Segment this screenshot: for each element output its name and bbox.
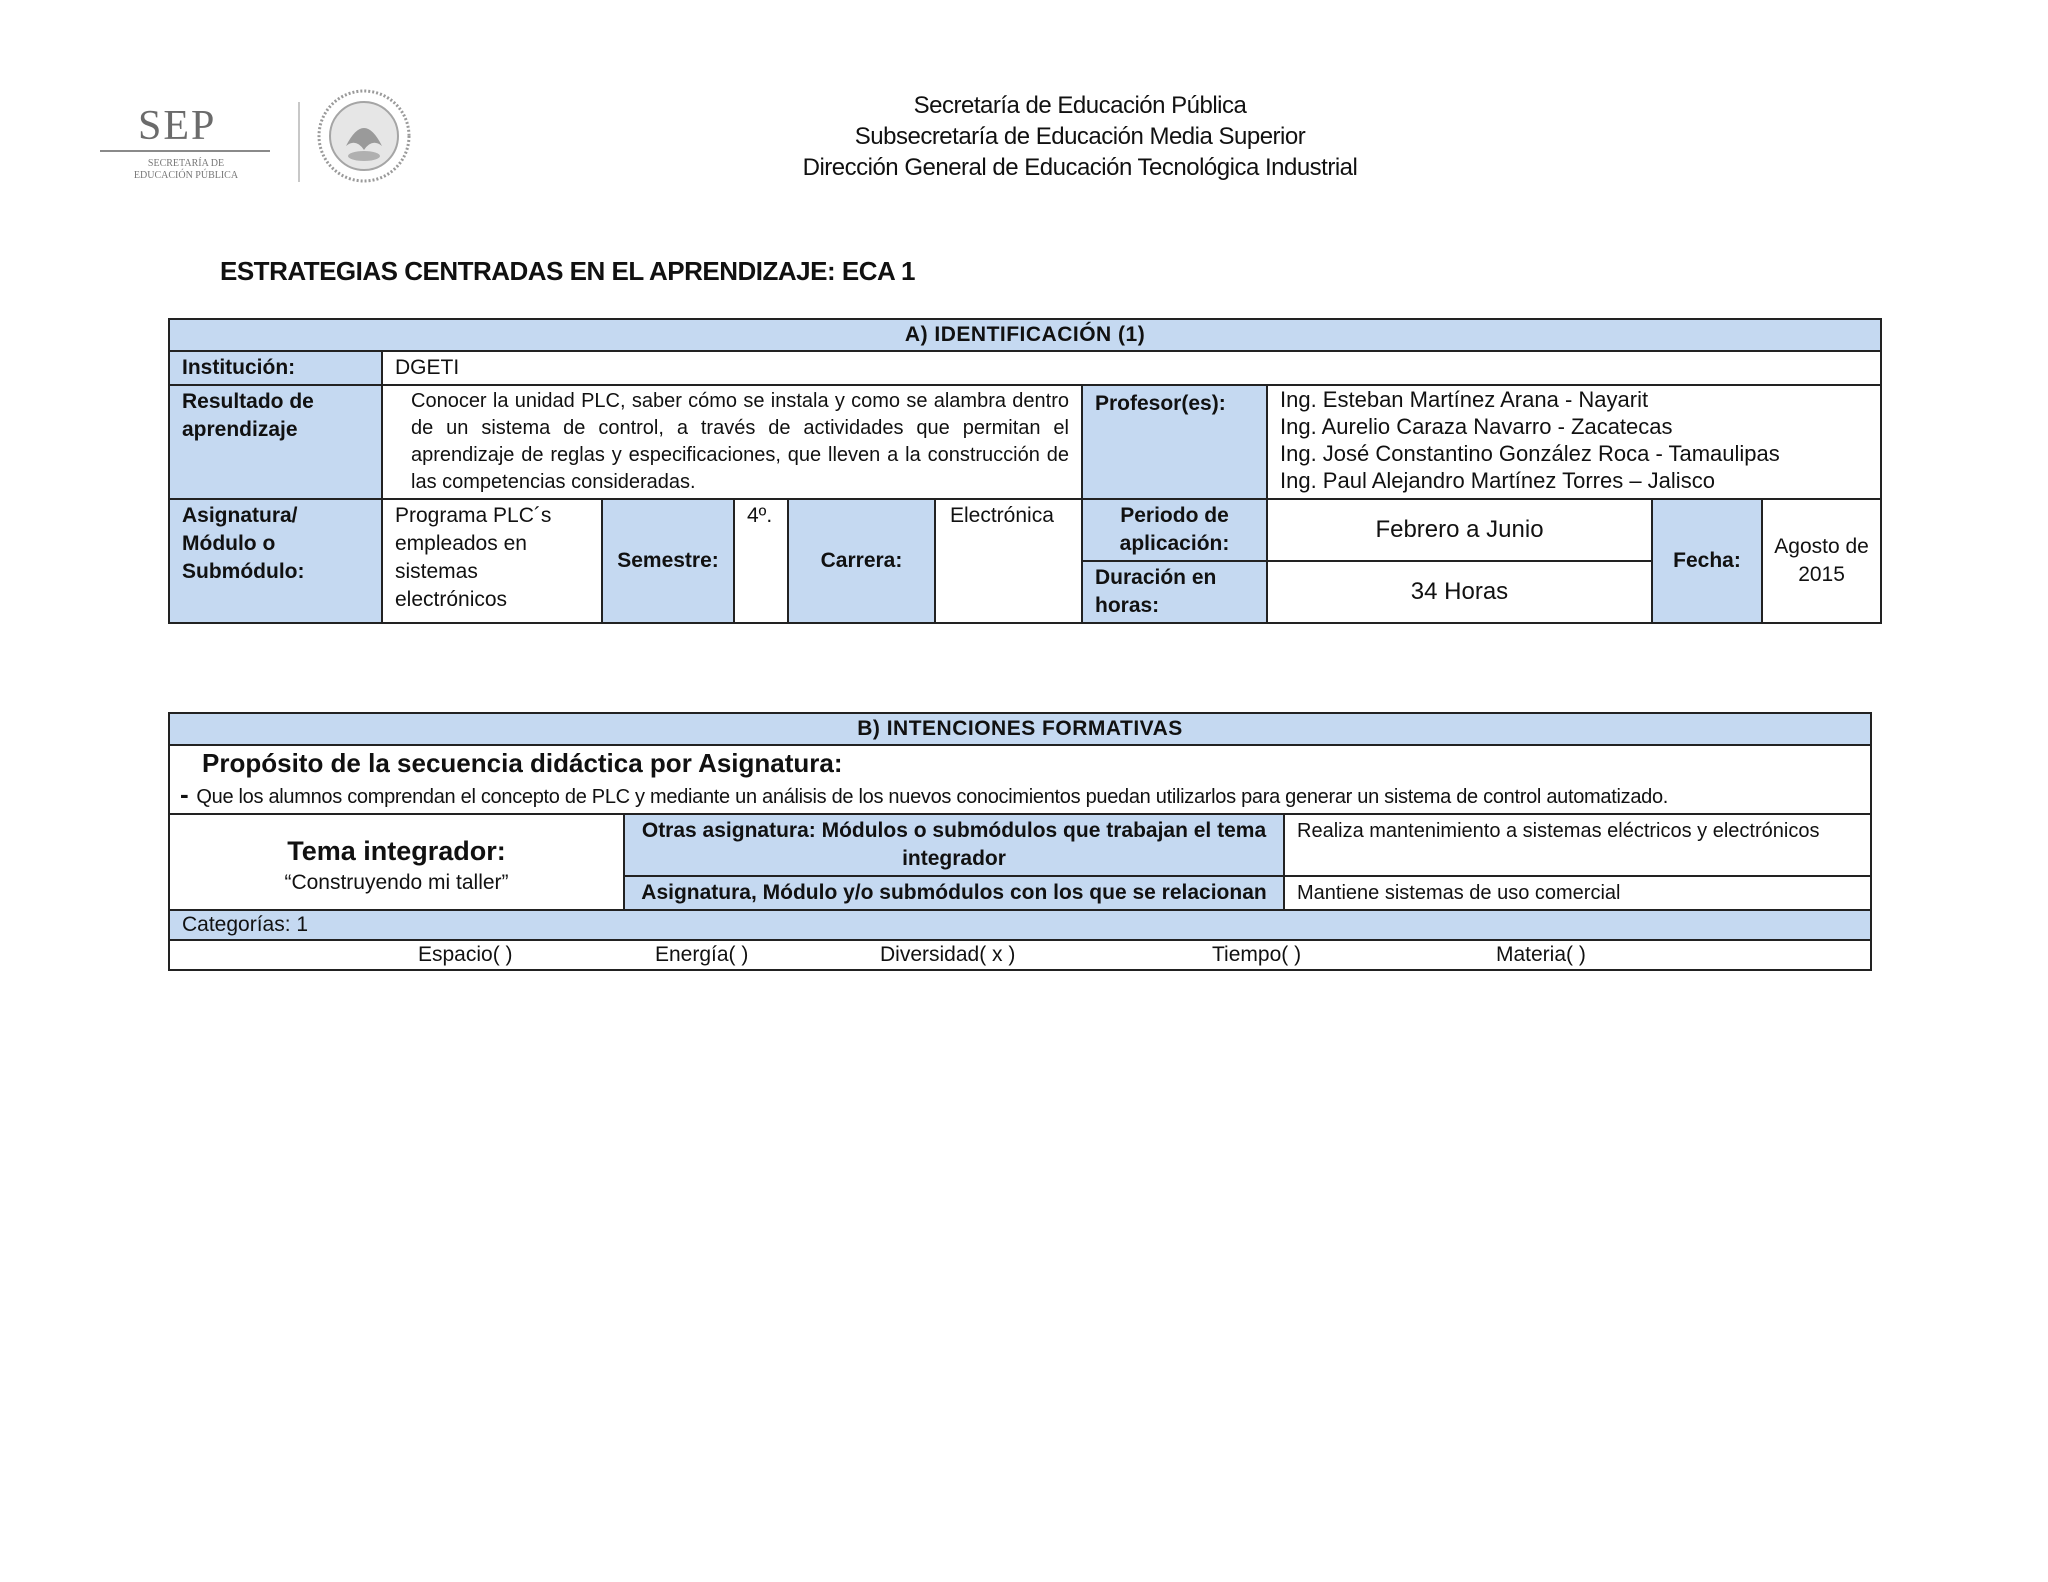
- resultado-value: Conocer la unidad PLC, saber cómo se instala y como se alambra dentro de un sistema de control, a través de actividades que permitan el aprendizaje de reglas y especificaciones, que lleven a la construcción de las competencias consideradas.: [382, 385, 1082, 499]
- sep-logo-text: SEP: [138, 103, 217, 149]
- categoria-tiempo: Tiempo( ): [1212, 943, 1302, 966]
- institution-line-1: Secretaría de Educación Pública: [913, 92, 1247, 119]
- fecha-value: Agosto de 2015: [1762, 499, 1881, 623]
- duracion-label: Duración en horas:: [1082, 561, 1267, 623]
- relacion-value: Mantiene sistemas de uso comercial: [1284, 876, 1871, 910]
- institucion-value: DGETI: [382, 351, 1881, 385]
- sep-logo-subtitle-1: SECRETARÍA DE: [147, 158, 225, 169]
- sep-logo: [98, 88, 418, 198]
- resultado-label: Resultado de aprendizaje: [169, 385, 382, 499]
- categoria-materia: Materia( ): [1496, 943, 1586, 966]
- logo-divider: [298, 102, 300, 182]
- otras-label: Otras asignatura: Módulos o submódulos que trabajan el tema integrador: [624, 814, 1284, 876]
- profesores-list: [1267, 385, 1881, 499]
- periodo-label: Periodo de aplicación:: [1082, 499, 1267, 561]
- categoria-diversidad: Diversidad( x ): [880, 943, 1016, 966]
- identification-table: [168, 318, 1882, 624]
- categorias-label: Categorías: 1: [169, 910, 1871, 940]
- document-title: ESTRATEGIAS CENTRADAS EN EL APRENDIZAJE: ECA 1: [220, 256, 915, 286]
- carrera-value: Electrónica: [935, 499, 1082, 623]
- categoria-espacio: Espacio( ): [418, 943, 513, 966]
- sep-logo-subtitle: [98, 158, 274, 182]
- relacion-label: Asignatura, Módulo y/o submódulos con los que se relacionan: [624, 876, 1284, 910]
- profesor-1: Ing. Esteban Martínez Arana - Nayarit: [1280, 387, 1649, 412]
- asignatura-value: Programa PLC´s empleados en sistemas electrónicos: [382, 499, 602, 623]
- tema-label: Tema integrador:: [287, 836, 506, 866]
- national-seal-icon: [316, 88, 412, 184]
- profesor-3: Ing. José Constantino González Roca - Tamaulipas: [1280, 441, 1780, 466]
- proposito-label: Propósito de la secuencia didáctica por Asignatura:: [202, 748, 843, 778]
- periodo-value: Febrero a Junio: [1267, 499, 1652, 561]
- section-b-title: B) INTENCIONES FORMATIVAS: [169, 713, 1871, 745]
- intenciones-table: [168, 712, 1872, 971]
- proposito-text: Que los alumnos comprendan el concepto de PLC y mediante un análisis de los nuevos conocimientos puedan utilizarlos para generar un sistema de control automatizado.: [196, 786, 1669, 808]
- institution-header: [690, 90, 1470, 183]
- institution-line-3: Dirección General de Educación Tecnológica Industrial: [802, 154, 1358, 181]
- fecha-label: Fecha:: [1652, 499, 1762, 623]
- sep-logo-subtitle-2: EDUCACIÓN PÚBLICA: [133, 170, 239, 181]
- categorias-row: [169, 940, 1871, 970]
- institucion-label: Institución:: [169, 351, 382, 385]
- otras-value: Realiza mantenimiento a sistemas eléctricos y electrónicos: [1284, 814, 1871, 876]
- categoria-energia: Energía( ): [655, 943, 749, 966]
- asignatura-label: Asignatura/ Módulo o Submódulo:: [169, 499, 382, 623]
- sep-logo-rule: [100, 150, 270, 152]
- proposito-cell: [169, 745, 1871, 814]
- profesor-4: Ing. Paul Alejandro Martínez Torres – Jalisco: [1280, 468, 1715, 493]
- tema-value: “Construyendo mi taller”: [284, 871, 509, 894]
- profesor-label: Profesor(es):: [1082, 385, 1267, 499]
- institution-line-2: Subsecretaría de Educación Media Superior: [854, 123, 1306, 150]
- tema-cell: [169, 814, 624, 910]
- profesor-2: Ing. Aurelio Caraza Navarro - Zacatecas: [1280, 414, 1673, 439]
- duracion-value: 34 Horas: [1267, 561, 1652, 623]
- section-a-title: A) IDENTIFICACIÓN (1): [169, 319, 1881, 351]
- semestre-value: 4º.: [734, 499, 788, 623]
- proposito-dash: -: [180, 779, 189, 809]
- carrera-label: Carrera:: [788, 499, 935, 623]
- proposito-row: [180, 780, 1860, 811]
- semestre-label: Semestre:: [602, 499, 734, 623]
